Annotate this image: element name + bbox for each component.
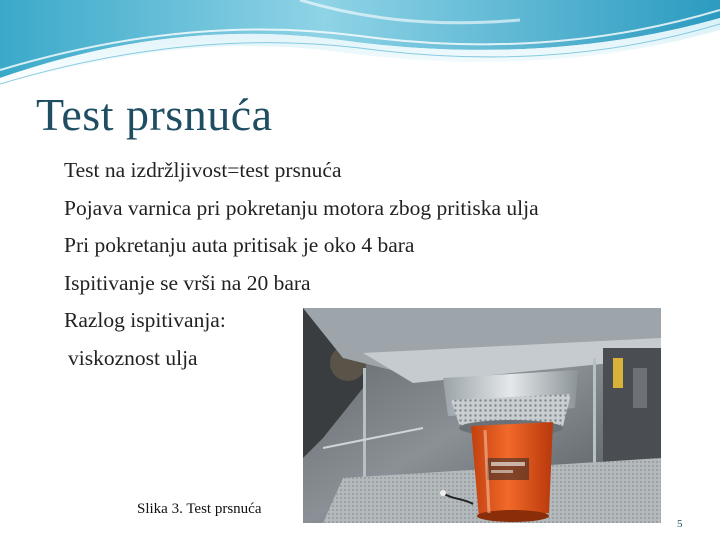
bullet-text: Ispitivanje se vrši na 20 bara [64, 270, 311, 295]
bullet-item [46, 271, 539, 309]
bullet-text: Test na izdržljivost=test prsnuća [64, 158, 342, 182]
header-wave-decoration [0, 0, 720, 90]
oil-filter-test-photo [303, 308, 661, 523]
bullet-continuation-text: viskoznost ulja [68, 346, 198, 370]
bullet-item [46, 233, 539, 271]
bullet-item [46, 196, 539, 234]
figure-caption: Slika 3. Test prsnuća [137, 501, 262, 517]
bullet-text: Pri pokretanju auta pritisak je oko 4 bara [64, 233, 415, 257]
bullet-text: Razlog ispitivanja: [64, 308, 226, 332]
bullet-item [46, 158, 539, 196]
page-number: 5 [677, 518, 683, 530]
bullet-text: Pojava varnica pri pokretanju motora zbog pritiska ulja [64, 195, 539, 220]
slide-title: Test prsnuća [36, 89, 273, 140]
